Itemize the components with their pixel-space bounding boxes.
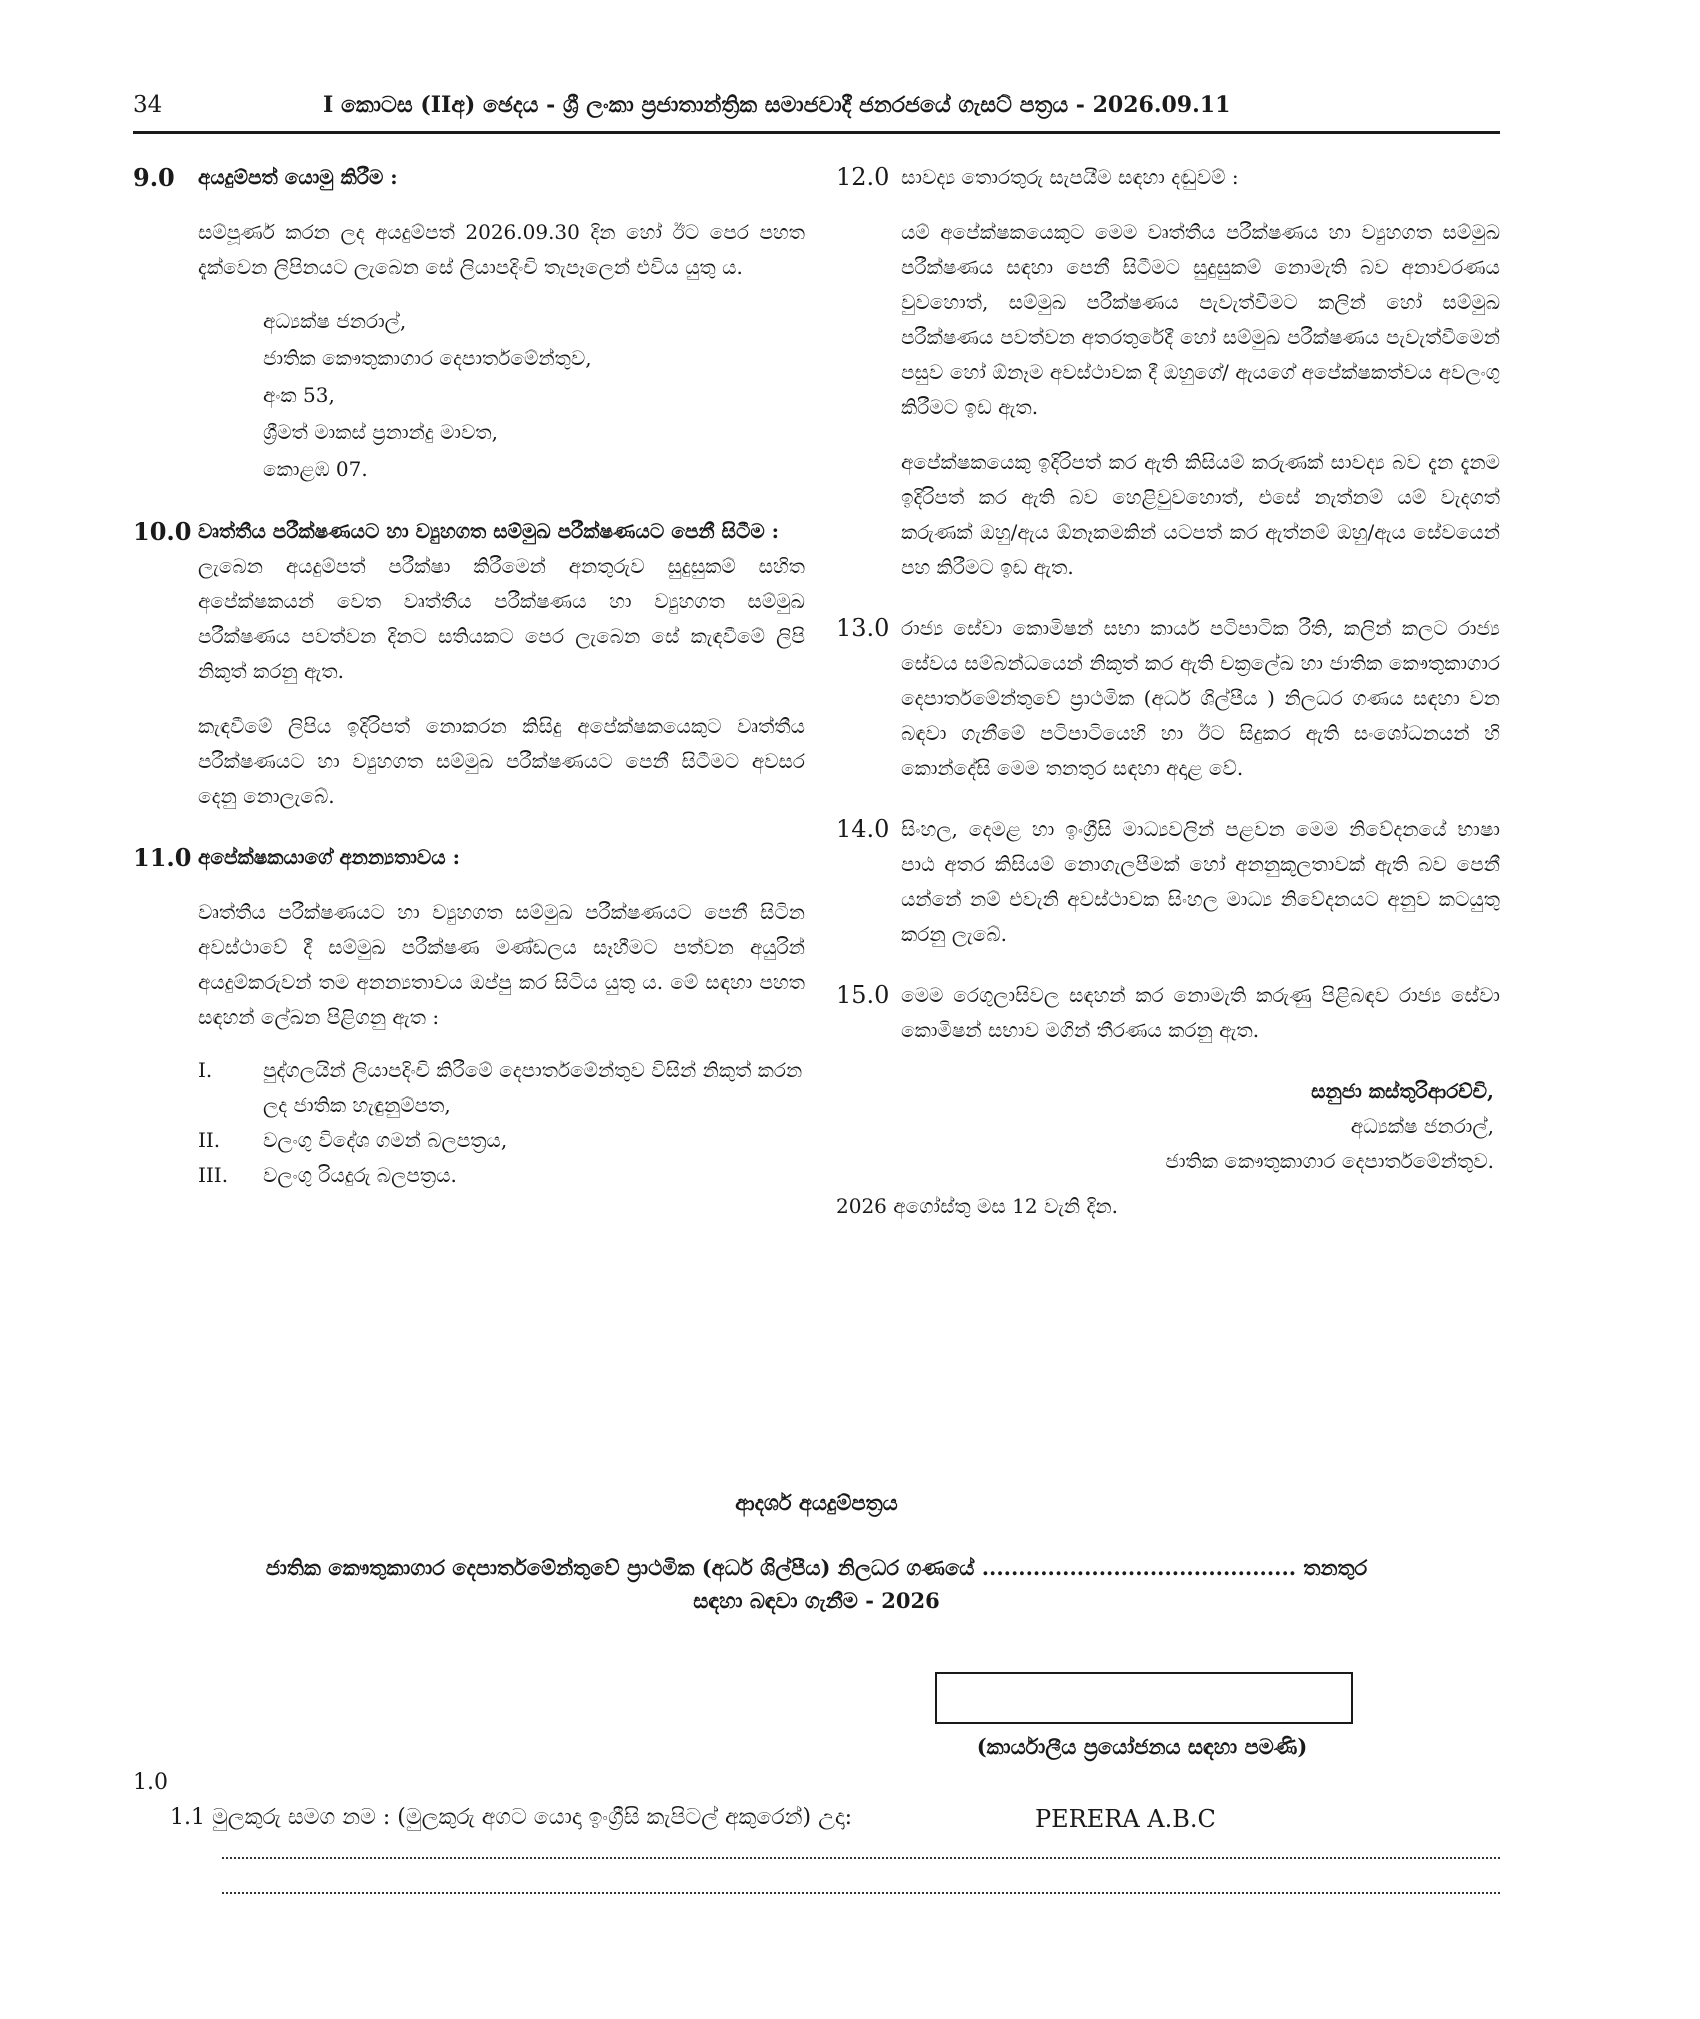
list-text: පුද්ගලයින් ලියාපදිංචි කිරීමේ දෙපාර්තමේන්තුව විසින් නිකුත් කරන ලද ජාතික හැඳුනුම්පත, — [263, 1058, 803, 1117]
section-paragraph: ලැබෙන අයදුම්පත් පරීක්ෂා කිරීමෙන් අනතුරුව සුදුසුකම් සහිත අපේක්ෂකයන් වෙත වෘත්තීය පරීක්ෂණය හා ව්‍යුහගත සම්මුඛ පරීක්ෂණය පවත්වන දිනට සතියකට පෙර ලැබෙන සේ කැඳවීමේ ලිපි නිකුත් කරනු ඇත. — [198, 554, 805, 683]
list-item — [198, 1053, 805, 1123]
signature-block — [836, 1074, 1500, 1179]
answer-line[interactable] — [222, 1892, 1500, 1894]
section-14 — [836, 812, 1500, 952]
section-number: 13.0 — [836, 614, 890, 642]
section-number: 9.0 — [133, 163, 175, 192]
address-line: අංක 53, — [263, 383, 335, 407]
section-number: 15.0 — [836, 981, 890, 1009]
header-rule — [133, 131, 1500, 134]
section-paragraph: කැඳවීමේ ලිපිය ඉදිරිපත් නොකරන කිසිදු අපේක්ෂකයෙකුට වෘත්තීය පරීක්ෂණයට හා ව්‍යුහගත සම්මුඛ පරීක්ෂණයට පෙනී සිටීමට අවසර දෙනු නොලැබේ. — [198, 714, 805, 808]
address-line: ජාතික කෞතුකාගාර දෙපාර්තමේන්තුව, — [263, 346, 592, 370]
list-text: වලංගු විදේශ ගමන් බලපත්‍රය, — [263, 1128, 508, 1152]
postal-address — [263, 303, 805, 488]
section-11 — [133, 840, 805, 1193]
section-9 — [133, 160, 805, 488]
section-title: අපේක්ෂකයාගේ අනන්‍යතාවය : — [198, 845, 461, 869]
section-paragraph: සම්පූර්ණ කරන ලද අයදුම්පත් 2026.09.30 දින හෝ ඊට පෙර පහත දැක්වෙන ලිපිනයට ලැබෙන සේ ලියාපදිංචි තැපෑලෙන් එවිය යුතු ය. — [198, 220, 805, 279]
form-heading: ආදර්ශ අයදුම්පත්‍රය — [735, 1490, 898, 1515]
address-line: අධ්‍යක්ෂ ජනරාල්, — [263, 309, 407, 333]
left-column — [133, 160, 805, 1219]
signatory-role: අධ්‍යක්ෂ ජනරාල්, — [1350, 1114, 1494, 1138]
section-title: වෘත්තීය පරීක්ෂණයට හා ව්‍යුහගත සම්මුඛ පරීක්ෂණයට පෙනී සිටීම : — [198, 519, 780, 543]
form-subtitle-line-2: සඳහා බඳවා ගැනීම - 2026 — [693, 1588, 940, 1613]
section-paragraph: මෙම රෙගුලාසිවල සඳහන් කර නොමැති කරුණු පිළිබඳව රාජ්‍ය සේවා කොමිෂන් සභාව මගින් තීරණය කරනු ඇත. — [901, 983, 1500, 1042]
section-title: අයදුම්පත් යොමු කිරීම : — [198, 165, 398, 189]
form-subtitle-line-1: ජාතික කෞතුකාගාර දෙපාර්තමේන්තුවේ ප්‍රාථමික (අර්ධ ශිල්පීය) නිලධර ගණයේ ........................................... තනතුර — [265, 1555, 1368, 1580]
page-header — [133, 92, 1500, 132]
list-numeral: II. — [198, 1128, 221, 1152]
section-paragraph: සිංහල, දෙමළ හා ඉංග්‍රීසි මාධ්‍යවලින් පළවන මෙම නිවේදනයේ භාෂා පාඨ අතර කිසියම් නොගැලපීමක් හෝ අනනුකූලතාවක් ඇති බව පෙනී යන්නේ නම් එවැනි අවස්ථාවක සිංහල මාධ්‍ය නිවේදනයට අනුව කටයුතු කරනු ලැබේ. — [901, 817, 1500, 946]
section-12 — [836, 160, 1500, 585]
office-use-caption: (කාර්යාලීය ප්‍රයෝජනය සඳහා පමණි) — [976, 1734, 1308, 1759]
page-number: 34 — [133, 92, 163, 118]
section-paragraph: රාජ්‍ය සේවා කොමිෂන් සභා කාර්ය පටිපාටික රීති, කලින් කලට රාජ්‍ය සේවය සම්බන්ධයෙන් නිකුත් කර ඇති චක්‍රලේඛ හා ජාතික කෞතුකාගාර දෙපාර්තමේන්තුවේ ප්‍රාථමික (අර්ධ ශිල්පීය ) නිලධර ගණය සඳහා වන බඳවා ගැනීමේ පටිපාටියෙහි හා ඊට සිදුකර ඇති සංශෝධනයන් හි කොන්දේසි මෙම තනතුර සඳහා අදාළ වේ. — [901, 616, 1500, 780]
section-number: 12.0 — [836, 163, 890, 191]
answer-line[interactable] — [222, 1857, 1500, 1859]
section-paragraph: අපේක්ෂකයෙකු ඉදිරිපත් කර ඇති කිසියම් කරුණක් සාවද්‍ය බව දැන දැනම ඉදිරිපත් කර ඇති බව හෙළිවුවහොත්, එසේ නැත්නම් යම් වැදගත් කරුණක් ඔහු/ඇය ඕනෑකමකින් යටපත් කර ඇත්නම් ඔහු/ඇය සේවයෙන් පහ කිරීමට ඉඩ ඇත. — [901, 450, 1500, 579]
question-1-1 — [170, 1805, 1216, 1833]
list-item — [198, 1123, 805, 1158]
section-15 — [836, 978, 1500, 1048]
signatory-name: සනුජා කස්තුරිආරච්චි, — [1311, 1079, 1494, 1103]
list-numeral: III. — [198, 1163, 229, 1187]
list-text: වලංගු රියදුරු බලපත්‍රය. — [263, 1163, 457, 1187]
office-use-box — [935, 1672, 1353, 1724]
id-document-list — [198, 1053, 805, 1193]
section-number: 14.0 — [836, 815, 890, 843]
list-numeral: I. — [198, 1058, 213, 1082]
name-example: PERERA A.B.C — [1035, 1805, 1216, 1833]
address-line: ශ්‍රීමත් මාකස් ප්‍රනාන්දු මාවත, — [263, 420, 498, 444]
question-label: 1.1 මුලකුරු සමග නම : (මුලකුරු අගට යොදා ඉංග්‍රීසි කැපිටල් අකුරෙන්) උදා: — [170, 1805, 853, 1830]
section-10 — [133, 514, 805, 814]
section-paragraph: යම් අපේක්ෂකයෙකුට මෙම වෘත්තීය පරීක්ෂණය හා ව්‍යුහගත සම්මුඛ පරීක්ෂණය සඳහා පෙනී සිටීමට සුදුසුකම් නොමැති බව අනාවරණය වුවහොත්, සම්මුඛ පරීක්ෂණය පැවැත්වීමට කලින් හෝ සම්මුඛ පරීක්ෂණය පවත්වන අතරතුරේදී හෝ සම්මුඛ පරීක්ෂණය පැවැත්වීමෙන් පසුව හෝ ඕනෑම අවස්ථාවක දී ඔහුගේ/ ඇයගේ අපේක්ෂකත්වය අවලංගු කිරීමට ඉඩ ඇත. — [901, 220, 1500, 419]
section-paragraph: වෘත්තීය පරීක්ෂණයට හා ව්‍යුහගත සම්මුඛ පරීක්ෂණයට පෙනී සිටින අවස්ථාවේ දී සම්මුඛ පරීක්ෂණ මණ්ඩලය සෑහීමට පත්වන අයුරින් අයදුම්කරුවන් තම අනන්‍යතාවය ඔප්පු කර සිටිය යුතු ය. මේ සඳහා පහත සඳහන් ලේඛන පිළිගනු ඇත : — [198, 900, 805, 1029]
section-13 — [836, 611, 1500, 786]
signatory-department: ජාතික කෞතුකාගාර දෙපාර්තමේන්තුව. — [1165, 1149, 1494, 1173]
notice-date: 2026 අගෝස්තු මස 12 වැනි දින. — [836, 1194, 1119, 1218]
right-column — [836, 160, 1500, 1224]
question-1-number: 1.0 — [133, 1770, 168, 1795]
list-item — [198, 1158, 805, 1193]
section-number: 11.0 — [133, 843, 192, 872]
section-number: 10.0 — [133, 517, 192, 546]
section-title: සාවද්‍ය තොරතුරු සැපයීම සඳහා දඬුවම් : — [901, 165, 1239, 189]
gazette-title: I කොටස (IIඅ) ඡෙදය - ශ්‍රී ලංකා ප්‍රජාතාන්ත්‍රික සමාජවාදී ජනරජයේ ගැසට් පත්‍රය - 2026.09.11 — [323, 92, 1231, 118]
address-line: කොළඹ 07. — [263, 457, 368, 481]
